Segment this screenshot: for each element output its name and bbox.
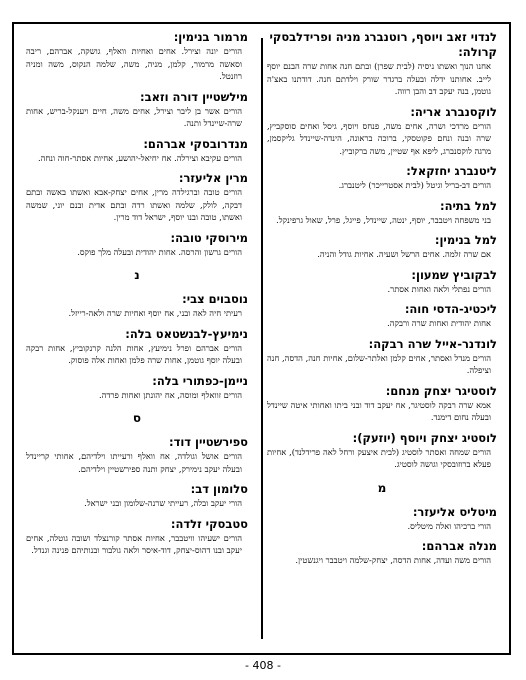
memorial-entry — [26, 137, 248, 165]
memorial-entry — [26, 171, 248, 224]
entry-body: רעיתי חיה לאה ובני, אח יוסף ואחיות שרה ולאה-רייזל. — [68, 308, 242, 318]
memorial-entry — [267, 539, 497, 567]
entry-name: ניימן-כפתורי בלה: — [152, 373, 248, 388]
memorial-entry — [26, 482, 248, 510]
left-column — [26, 30, 248, 647]
right-column — [267, 30, 497, 647]
entry-name: מרמור בנימין: — [173, 30, 248, 44]
entry-body: הורים נפתלי ולאה ואחות אסתר. — [387, 283, 491, 294]
section-letter: מ — [377, 480, 387, 495]
entry-name: סלומון דב: — [190, 482, 248, 496]
entry-name: לוסטיגר יצחק מנחם: — [385, 383, 497, 398]
entry-name: סטבסקי זלדה: — [170, 516, 248, 531]
entry-body: אחנו הנוך ואשתו ניסיה (לבית שפרן) ובתם חנה אחות שרה הבנם יוסף לייב. אחותנו ידלה ובעלה ברגדר שורק וילדתם חנה. דודתנו באצ'ה גוטמן, בנה יעקב דב והבן רווה. — [267, 61, 491, 96]
section-letter: נ — [134, 268, 140, 282]
entry-name: מרין אליעזר: — [178, 171, 248, 185]
memorial-entry — [26, 292, 248, 320]
entry-body: הורים זוואלף ומוסה, אח יהונתן ואחות פרדה. — [98, 389, 242, 400]
entry-body: הורים דב-בריל וגיטל (לבית אסטרייכר) ליטנברג. — [338, 180, 491, 190]
entry-body: הורים אשר בן ליבר וצירל, אחים משה, חיים ויענקל-בריש, אחות שרה-שיינדל ותנה. — [26, 105, 242, 128]
section-letter: ס — [132, 411, 142, 425]
memorial-entry — [26, 30, 248, 83]
entry-body: בני משפחה ויטבבר, יוסף, ינטה, שיינדל, פייגל, פרל, שאול גרפינקל. — [276, 214, 491, 225]
entry-body: הורים עקיבא וצירלה. אח יחיאל-יהושע, אחיות אסתר-חוה ונחה. — [37, 152, 242, 163]
memorial-entry — [267, 233, 497, 261]
entry-name: נימיעץ-לבנשטאט בלה: — [125, 326, 248, 341]
memorial-entry — [26, 327, 248, 367]
entry-body: הורים משה ועדה, אחות הדסה, יצחק-שלמה ויטבבר ויגנשטין. — [295, 555, 491, 565]
memorial-entry — [267, 164, 497, 192]
entry-body: הורים מרדכי ושרה, אחים משה, פנחס ויוסף, גיסל ואחים סוסקביץ, שרה ובנה ונחם פקוטסקי, ברוכה בראונה, הינדה-שיינדל גליקסמן, מרגה לוקסנברג, ליפא אף שטיין, משה ברקוביץ. — [267, 120, 491, 156]
entry-body: הורים אושל וגולדה, אח וואלף ורעייתו וילדיהם, אחותי קריינדל ובעלה יעקב נימירק, יצחק ותנה ספירשטיין וילדיהם. — [26, 451, 242, 474]
entry-body: הורים אברהם ופרל נימיעץ, אחות הלנה קרנקוביץ, אחות רבקה ובעלה יוסף גוטמן, אחות שרה פלמן ואחות אלה פוסוק. — [26, 342, 242, 365]
memorial-entry — [267, 337, 497, 377]
page-frame — [12, 22, 511, 655]
column-divider — [261, 38, 263, 639]
page-number: - 408 - — [245, 659, 281, 672]
entry-body: הורים מנדל ואסתר, אחים קלמן ואלתר-שלום, אחיות חנה, הדסה, חנה וציפלה. — [267, 352, 491, 375]
memorial-entry — [26, 435, 248, 475]
entry-body: הורים טובה וברגילדה מרין, אחים יצחק-אבא ואשתו באשה ובתם דבקה, לולק, שלמה ואשתו רדה ובתם אדית ובנם יוני, שמשה ואשתו, טובה ובנו יוסף, ישראל דוד מרין. — [26, 187, 242, 222]
entry-body: אמא שרה רבקה לוסטיגר, אח יעקב דוד ובני ביתו ואחותי איטה שיינדל ובעלה נחום דימנד. — [267, 399, 491, 422]
memorial-entry — [26, 374, 248, 402]
entry-name: לוקסנברג אריה: — [410, 104, 497, 119]
memorial-entry — [267, 105, 497, 158]
entry-body: הורים שמחה ואסתר לוסטיג (לבית איצעק ורחל לאה פרידלנד), אחיות פעלא ברוזובסקי וגושה לוסטיג. — [267, 446, 491, 469]
entry-name: לנדוי זאב ויוסף, רוטנברג מניה ופרידלבסקי — [269, 30, 497, 44]
entry-body: הורים ישעיהו וויטבבר, אחיות אסתר קורנצלד ושובה גוטלה, אחים יעקב ובנו דהוס-יצחק, דוד-איסר ולאה גולבור ובנותיהם פנינה וגנדל. — [26, 532, 242, 555]
entry-name: מילשטיין דורה וזאב: — [140, 89, 248, 104]
entry-name: מיטליס אליעזר: — [412, 504, 497, 519]
memorial-entry — [267, 384, 497, 424]
entry-name: למל בתיה: — [440, 198, 497, 213]
entry-body: אם שרה זלמה. אחים הרשל ושעיה. אחיות גודל והניה. — [317, 249, 491, 259]
entry-name: ליטנברג יחזקאל: — [406, 164, 497, 178]
entry-body: הורי יעקב ובלה, רעייתי שרנה-שלומון ובני ישראל. — [84, 498, 242, 508]
entry-name: למל בנימין: — [434, 233, 497, 247]
memorial-entry — [26, 231, 248, 259]
entry-name: מירוסקי טובה: — [170, 230, 248, 245]
entry-name: לונדנר-אייל שרה רבקה: — [368, 336, 497, 351]
entry-name: ספירשטיין דוד: — [168, 435, 248, 449]
entry-body: הורים גרשון והרסה. אחות יהודית ובעלה מלך פוקס. — [77, 246, 242, 257]
entry-name: מנלה אברהם: — [421, 539, 497, 553]
memorial-entry — [267, 505, 497, 533]
entry-name: לוסטיג יצחק ויוסף (יוזעק): — [352, 430, 497, 445]
entry-body: הורי ברכיהו ואלה מיטליס. — [407, 520, 491, 531]
memorial-entry — [267, 30, 497, 98]
memorial-entry — [267, 199, 497, 227]
entry-body: אחות יהודית ואחות שרה ורבקה. — [387, 318, 491, 328]
memorial-entry — [26, 90, 248, 130]
memorial-entry — [26, 517, 248, 557]
entry-name: לבקוביץ שמעון: — [411, 267, 497, 282]
memorial-entry — [267, 431, 497, 471]
entry-name: ליכטיג-הדסי חוה: — [404, 302, 497, 316]
entry-name: מנדרובסקי אברהם: — [143, 136, 248, 151]
entry-name: נוסבוים צבי: — [182, 292, 248, 306]
memorial-entry — [267, 302, 497, 330]
entry-name-continued: קרולה: — [458, 45, 497, 59]
memorial-entry — [267, 268, 497, 296]
entry-body: הורים יונה וצירל. אחים ואחיות וואלף, גושקה, אברהם, ריבה וסאשה מרמור, קלמן, מניה, משה, שלמה הנקוס, משה ומניה רוזנטל. — [26, 46, 242, 81]
